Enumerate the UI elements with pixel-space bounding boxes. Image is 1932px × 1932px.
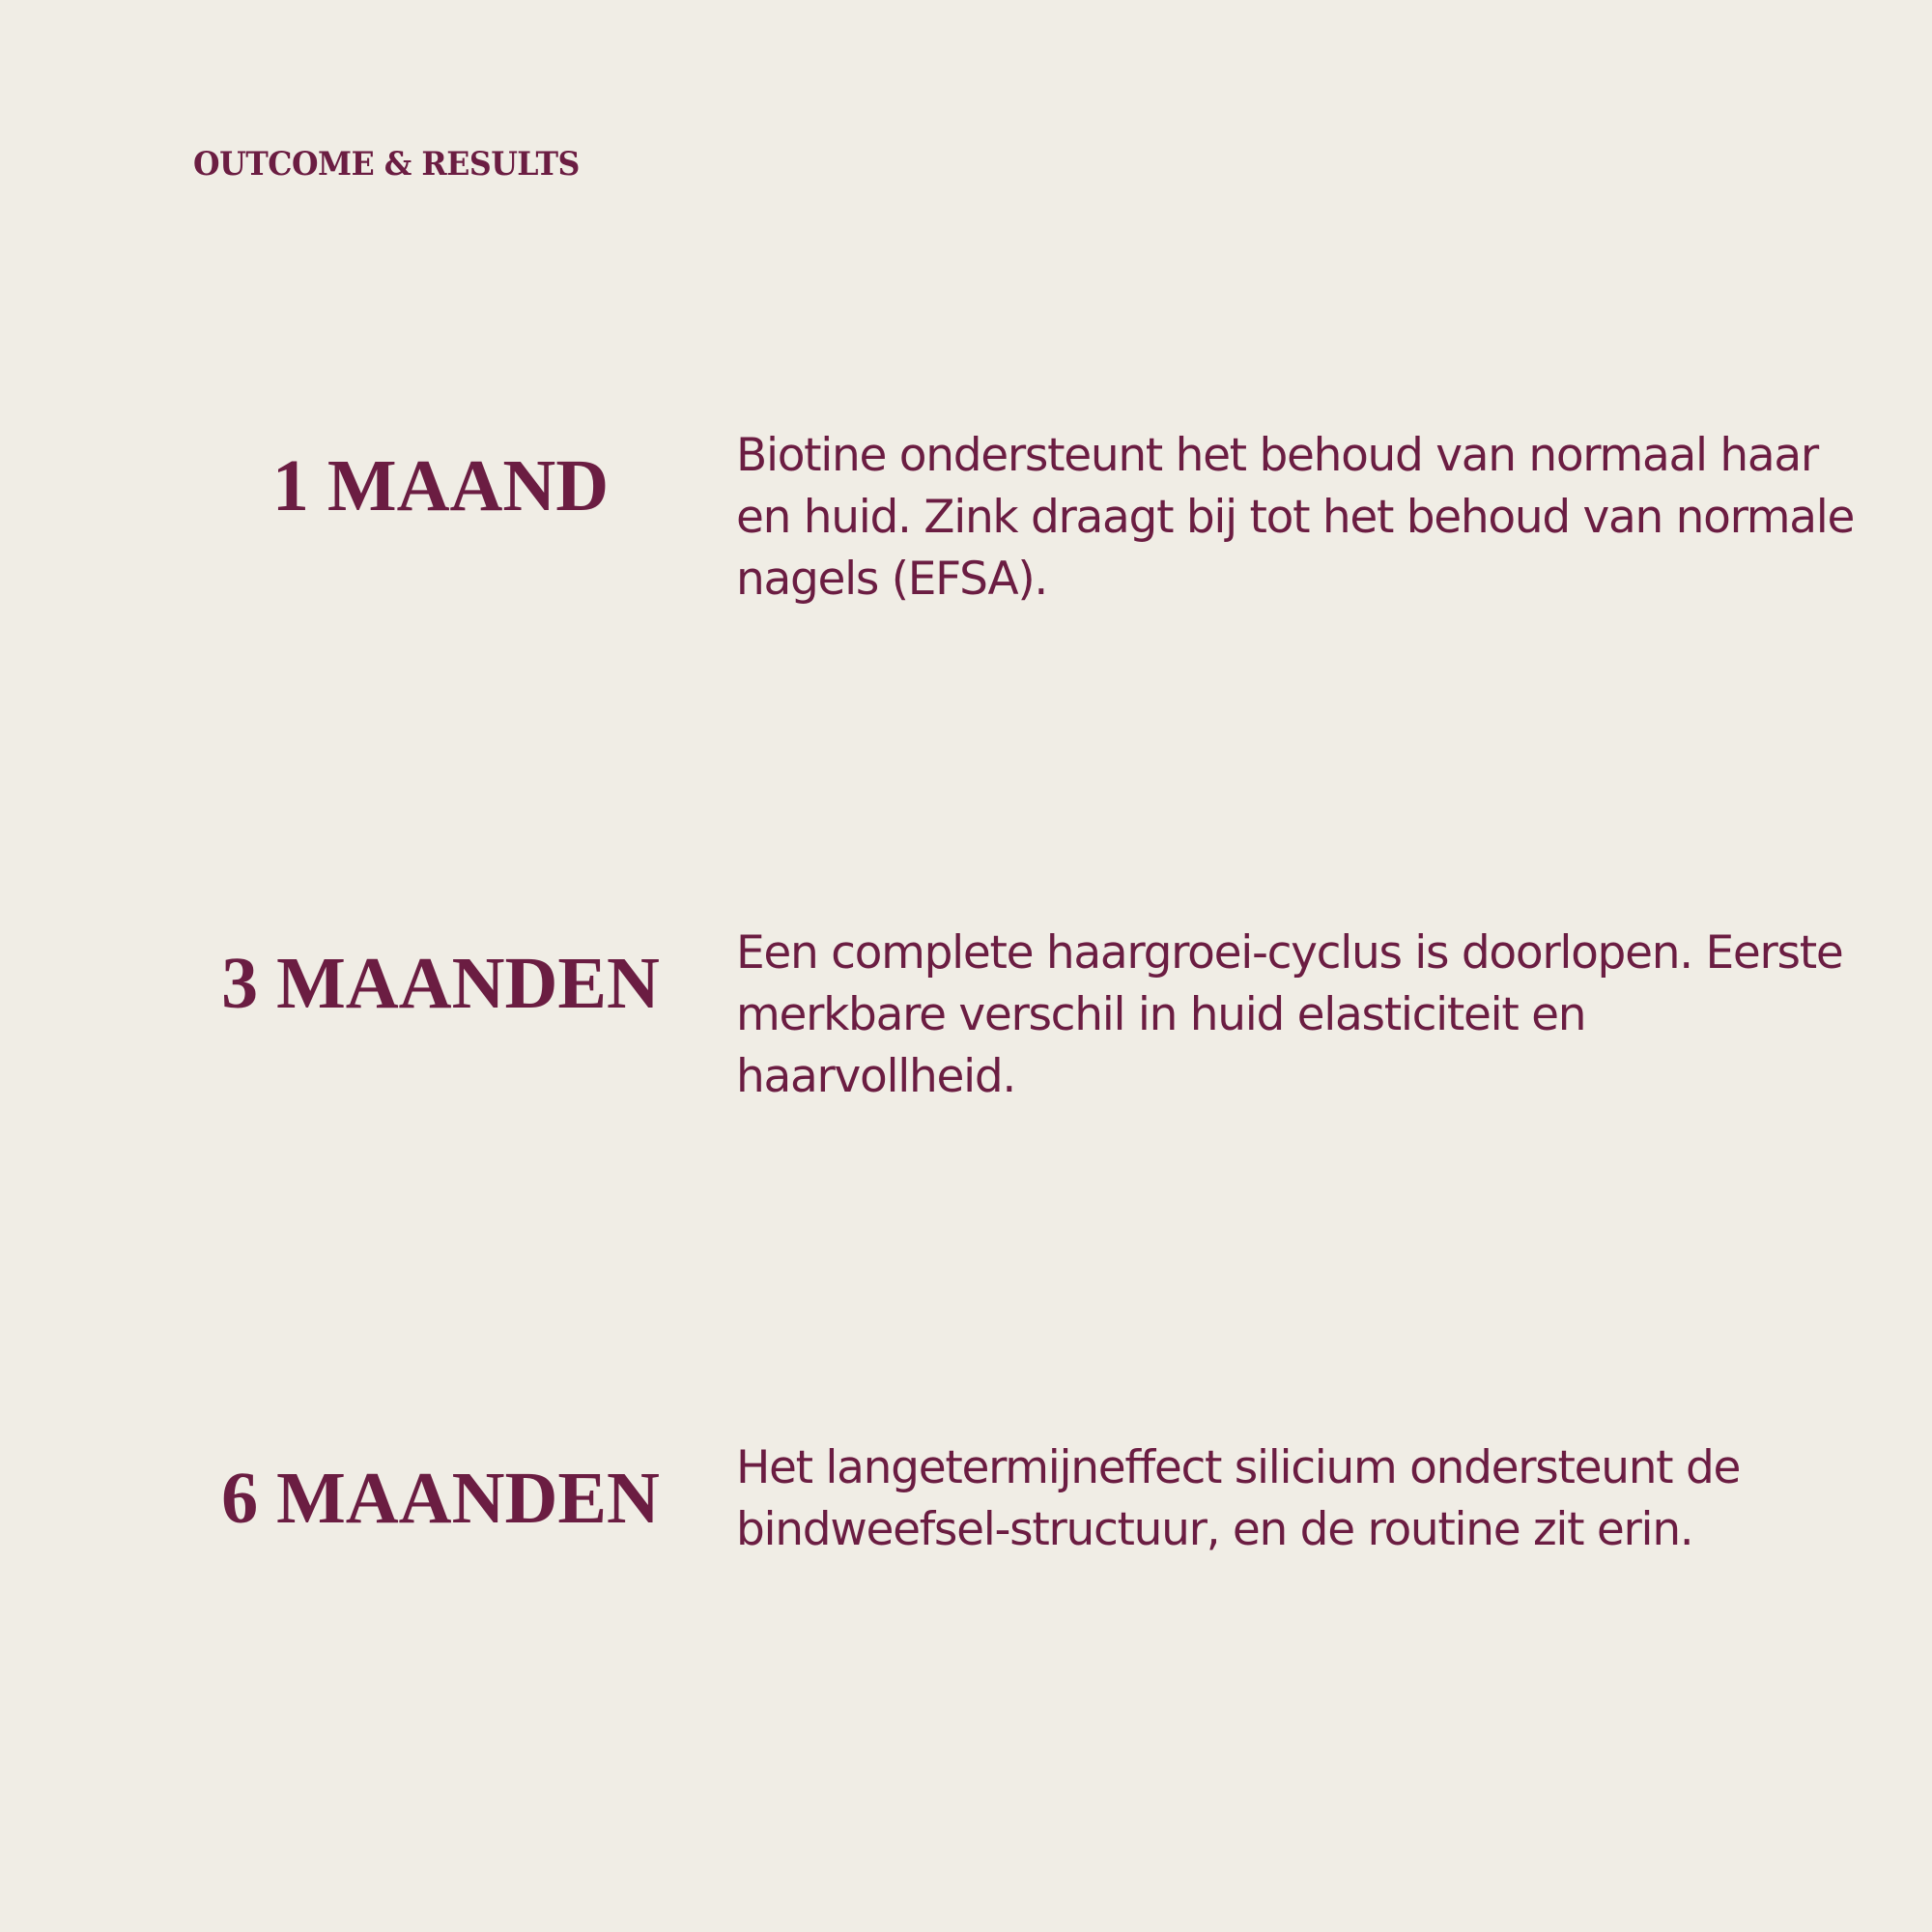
section-heading: OUTCOME & RESULTS [193, 145, 580, 184]
timeline-description: Het langetermijneffect silicium ondersteunt de bindweefsel-structuur, en de routine zit erin. [736, 1441, 1741, 1556]
timeline-description: Biotine ondersteunt het behoud van normaal haar en huid. Zink draagt bij tot het behoud van normale nagels (EFSA). [736, 429, 1855, 606]
timeline-label: 3 MAANDEN [221, 943, 660, 1024]
timeline-label: 1 MAAND [271, 445, 610, 526]
timeline-label: 6 MAANDEN [221, 1458, 660, 1539]
timeline-description: Een complete haargroei-cyclus is doorlopen. Eerste merkbare verschil in huid elasticiteit en haarvollheid. [736, 926, 1843, 1103]
